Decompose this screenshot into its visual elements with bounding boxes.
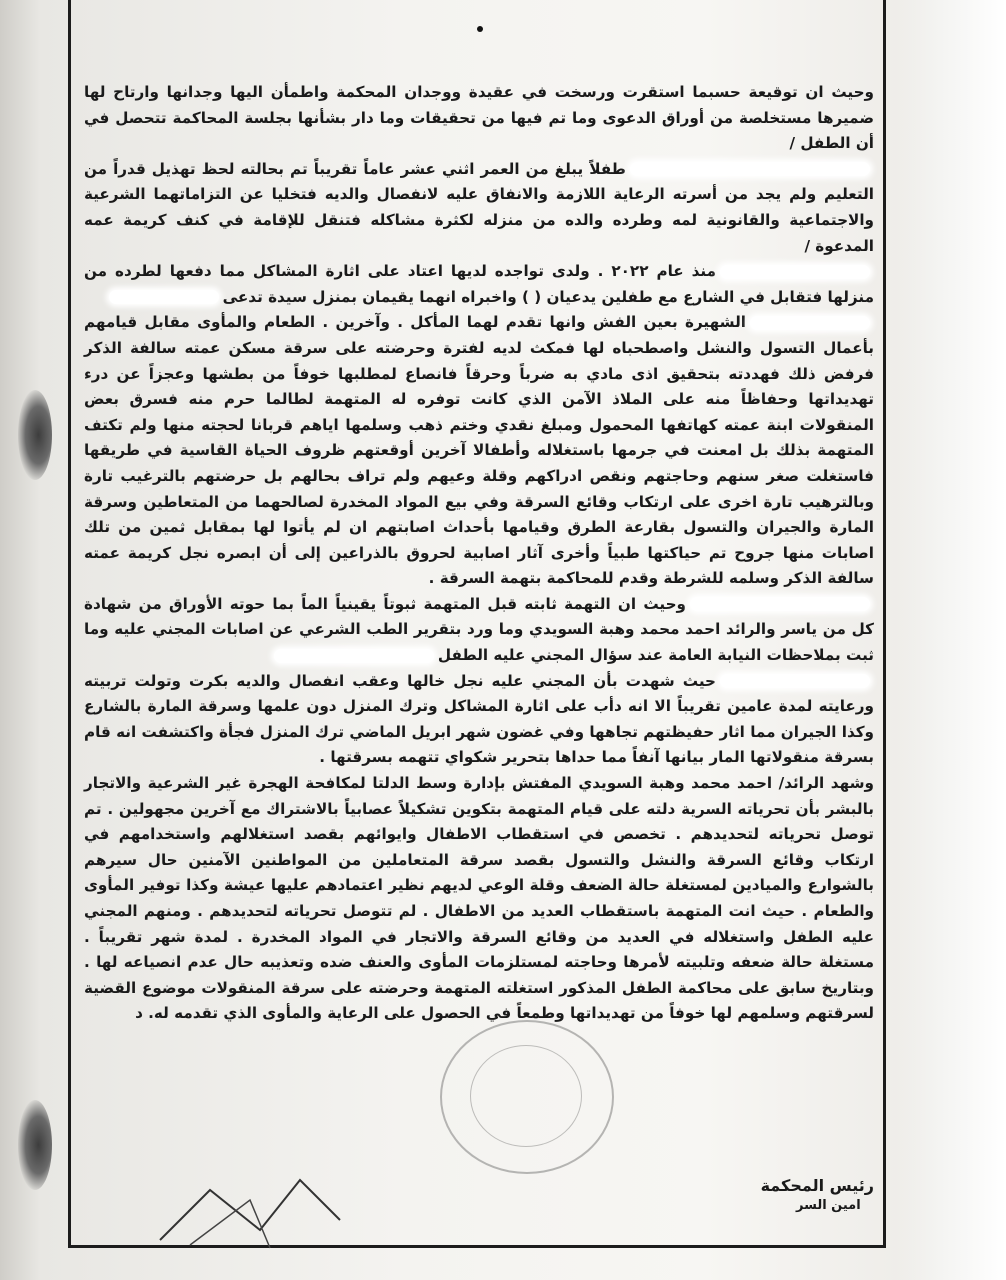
- binder-hole: [18, 1100, 52, 1190]
- redaction: [109, 290, 219, 304]
- court-president-label: رئيس المحكمة: [760, 1176, 874, 1195]
- redaction: [630, 162, 870, 176]
- paragraph-child-background: طفلاً يبلغ من العمر اثني عشر عاماً تقريباً تم بحالته لحظ تهذيل قدراً من التعليم ولم يجد من أسرته الرعاية اللازمة والانفاق عليه لانفصال والديه فتخليا عن التزاماتهما الشرعية والاجتماعية والقانونية لمه وطرده والده من منزله لكثرة مشاكله فتنقل للإقامة في كنف كريمة عمه المدعوة /: [84, 159, 874, 255]
- paragraph-witness-one: حيث شهدت بأن المجني عليه نجل خالها وعقب انفصال والديه بكرت وتولت تربيته ورعايته لمدة عامين تقريباً الا انه دأب على اثارة المشاكل وترك المنزل دون علمها وسرقة المارة بالشارع وكذا الجيران مما اثار حفيظتهم تجاهها وفي غضون شهر ابريل الماضي ترك المنزل فجأة واكتشفت انه قام بسرقة منقولاتها المار بيانها آنفاً مما حداها بتحرير شكواي تتهمه بسرقتها .: [84, 671, 874, 767]
- paragraph-defendant-acts: الشهيرة بعين الفش وانها تقدم لهما المأكل . وآخرين . الطعام والمأوى مقابل قيامهم بأعمال التسول والنشل واصطحباه لها فمكث لديه لفترة وحرضته على سرقة مسكن عمته سالفة الذكر فرفض ذلك فهددته بتحقيق اذى مادي به ضرباً وحرقاً فانصاع لمطلبها خوفاً من بطشها وعجزاً عن درء تهديداتها وحفاظاً منه على الملاذ الآمن الذي كانت توفره له المتهمة لطالما حرم منه فسرق بعض المنقولات ابنة عمته كهاتفها المحمول ومبلغ نقدي وختم ذهب وسلمها اياهم قربانا لحجته منها ولم تكتف المتهمة بذلك بل امعنت في جرمها باستغلاله وأطفالا آخرين أوقعتهم ظروف الحياة القاسية في طريقها فاستغلت صغر سنهم وحاجتهم ونقص ادراكهم وقلة وعيهم ولم تراف بحالهم بل حرضتهم بالترغيب تارة وبالترهيب تارة اخرى على ارتكاب وقائع السرقة وفي بيع المواد المخدرة لصالحهما من المتعاطين وسرقة المارة والجيران والتسول بقارعة الطرق وقيامها بأحداث اصابتهم ان لم يأتوا لها بمقابل ثمين من تلك اصابات منها جروح تم حياكتها طبياً وأخرى آثار اصابية لحروق بالذراعين إلى أن ابصره نجل كريمة عمته سالفة الذكر وسلمه للشرطة وقدم للمحاكمة بتهمة السرقة .: [84, 313, 874, 588]
- redaction: [690, 597, 870, 611]
- paragraph-witness-officer: وشهد الرائد/ احمد محمد وهبة السويدي المفتش بإدارة وسط الدلتا لمكافحة الهجرة غير الشرعية والاتجار بالبشر بأن تحرياته السرية دلته على قيام المتهمة بتكوين تشكيلاً عصابياً بالاشتراك مع آخرين مجهولين . تم توصل تحرياته لتحديدهم . تخصص في استقطاب الاطفال وايوائهم بقصد استغلالهم واستخدامهم في ارتكاب وقائع السرقة والنشل والتسول بقصد سرقة المتعاملين من المواطنين الآمنين حال سيرهم بالشوارع والميادين لمستغلة حالة الضعف وقلة الوعي لديهم نظير اعتمادهم عليها عيشة وكذا توفير المأوى والطعام . حيث انت المتهمة باستقطاب العديد من الاطفال . لم تتوصل تحرياته لتحديدهم . ومنهم المجني عليه الطفل واستغلاله في العديد من وقائع السرقة والاتجار في المواد المخدرة . لمدة شهر تقريباً . مستغلة حالة ضعفه وتلبيته لأمرها وحاجته لمستلزمات المأوى والعنف ضده وتعذيبه حال عدم انصياعه لها . وبتاريخ سابق على محاكمة الطفل المذكور استغلته المتهمة وحرضته على سرقة المنقولات موضوع القضية لسرقتهم وسلمهم لها خوفاً من تهديداتها وطمعاً في الحصول على الرعاية والمأوى الذي تقدمه له. د: [84, 774, 874, 1023]
- redaction: [274, 649, 434, 663]
- page-mark: [477, 26, 483, 32]
- handwritten-signature: [150, 1160, 350, 1250]
- paragraph-facts-intro: وحيث ان توقيعة حسبما استقرت ورسخت في عقيدة ووجدان المحكمة واطمأن اليها وجدانها وارتاح لها ضميرها مستخلصة من أوراق الدعوى وما تم فيها من تحقيقات وما دار بشأنها بجلسة المحاكمة تتحصل في أن الطفل /: [84, 83, 874, 153]
- redaction: [720, 674, 870, 688]
- redaction: [720, 265, 870, 279]
- secretary-label: امين السر: [796, 1198, 861, 1213]
- paper-edge: [896, 0, 1006, 1280]
- paragraph-residence: منذ عام ٢٠٢٢ . ولدى تواجده لديها اعتاد على اثارة المشاكل مما دفعها لطرده من منزلها فتقابل في الشارع مع طفلين يدعيان ( ) واخبراه انهما يقيمان بمنزل سيدة تدعى: [84, 262, 874, 306]
- signature-row: [84, 1176, 874, 1195]
- document-body: [84, 80, 874, 1027]
- redaction: [750, 316, 870, 330]
- court-stamp-inner: [470, 1045, 582, 1147]
- paragraph-evidence: وحيث ان التهمة ثابته قبل المتهمة ثبوتاً يقينياً الماً بما حوته الأوراق من شهادة كل من ياسر والرائد احمد محمد وهبة السويدي وما ورد بتقرير الطب الشرعي عن اصابات المجني عليه وما ثبت بملاحظات النيابة العامة عند سؤال المجني عليه الطفل: [84, 594, 874, 665]
- binder-hole: [18, 390, 52, 480]
